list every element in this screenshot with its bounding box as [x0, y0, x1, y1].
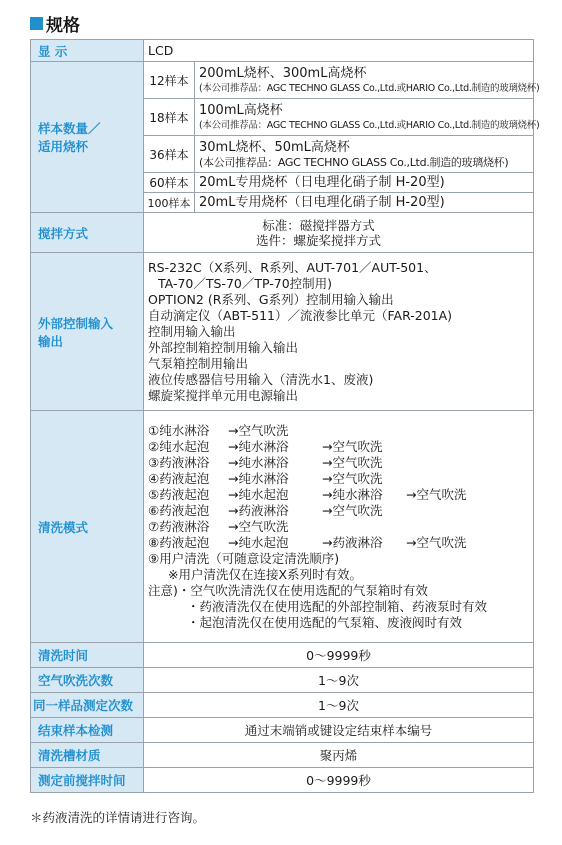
section-title: [30, 10, 80, 36]
row-pre-stir: [31, 768, 534, 793]
caution-note: 注意)・空气吹洗清洗仅在使用选配的气泵箱时有效: [148, 582, 428, 598]
wash-step: →空气吹洗: [406, 534, 467, 550]
wash-time-value: 0～9999秒: [144, 643, 534, 668]
sample-beaker: 30mL烧杯、50mL高烧杯 (本公司推荐品：AGC TECHNO GLASS Co.,Ltd.制造的玻璃烧杯): [195, 136, 534, 173]
row-external: [31, 253, 534, 411]
wash-step: →空气吹洗: [228, 422, 289, 438]
pre-stir-value: 0～9999秒: [144, 768, 534, 793]
row-air-blow: [31, 668, 534, 693]
same-sample-label: 同一样品测定次数: [31, 693, 144, 718]
air-blow-label: 空气吹洗次数: [31, 668, 144, 693]
sample-beaker: 200mL烧杯、300mL高烧杯 (本公司推荐品：AGC TECHNO GLASS Co.,Ltd.或HARIO Co.,Ltd.制造的玻璃烧杯): [195, 62, 534, 99]
wash-step: →药液淋浴: [322, 534, 383, 550]
wash-mode-item: [148, 503, 533, 519]
wash-step: →纯水淋浴: [228, 470, 289, 486]
wash-mode-item: [148, 535, 533, 551]
row-display: [31, 40, 534, 62]
external-value: RS-232C（X系列、R系列、AUT-701／AUT-501、 TA-70／TS-70／TP-70控制用) OPTION2 (R系列、G系列）控制用输入输出 自动滴定仪（ABT-511）／流液参比单元（FAR-201A) 控制用输入输出 外部控制箱控制用输入输出 气泵箱控制用输出 液位传感器信号用输入（清洗水1、废液) 螺旋桨搅拌单元用电源输出: [144, 253, 534, 411]
wash-step: ④药液起泡: [148, 470, 210, 486]
wash-mode-item: [148, 423, 533, 439]
title-square-icon: [30, 17, 43, 30]
page-title: 规格: [46, 15, 80, 36]
sample-count: 12样本: [144, 62, 195, 99]
wash-step: →空气吹洗: [228, 518, 289, 534]
sample-beaker: 100mL高烧杯 (本公司推荐品：AGC TECHNO GLASS Co.,Ltd.或HARIO Co.,Ltd.制造的玻璃烧杯): [195, 99, 534, 136]
wash-step: →空气吹洗: [322, 438, 383, 454]
wash-step: →纯水起泡: [228, 534, 289, 550]
caution-note: ・药液清洗仅在使用选配的外部控制箱、药液泵时有效: [187, 598, 488, 614]
sample-beaker: 20mL专用烧杯（日电理化硝子制 H-20型): [195, 193, 534, 213]
wash-mode-item: [148, 455, 533, 471]
wash-mode-item: [148, 439, 533, 455]
row-wash-mode: [31, 411, 534, 643]
wash-mode-item: [148, 471, 533, 487]
caution-note: ・起泡清洗仅在使用选配的气泵箱、废液阀时有效: [187, 614, 463, 630]
wash-step: ⑦药液淋浴: [148, 518, 210, 534]
sample-count: 36样本: [144, 136, 195, 173]
end-detect-value: 通过末端销或键设定结束样本编号: [144, 718, 534, 743]
footnote: ＊药液清洗的详情请进行咨询。: [30, 810, 206, 825]
wash-step: ②纯水起泡: [148, 438, 210, 454]
sample-beaker: 20mL专用烧杯（日电理化硝子制 H-20型): [195, 173, 534, 193]
row-wash-time: [31, 643, 534, 668]
wash-mode-list: [148, 423, 533, 551]
sample-count: 100样本: [144, 193, 195, 213]
wash-step: →药液淋浴: [228, 502, 289, 518]
wash-step: →空气吹洗: [406, 486, 467, 502]
user-wash: ⑨用户清洗（可随意设定清洗顺序): [148, 550, 340, 566]
wash-step: [322, 519, 406, 535]
wash-step: →纯水淋浴: [228, 454, 289, 470]
sample-count: 60样本: [144, 173, 195, 193]
samples-label: 样本数量／ 适用烧杯: [31, 62, 144, 213]
sample-count: 18样本: [144, 99, 195, 136]
display-label: 显 示: [31, 40, 144, 62]
wash-step: →纯水起泡: [228, 486, 289, 502]
wash-step: ⑥药液起泡: [148, 502, 210, 518]
wash-mode-item: [148, 487, 533, 503]
wash-time-label: 清洗时间: [31, 643, 144, 668]
wash-step: ⑧药液起泡: [148, 534, 210, 550]
tank-material-label: 清洗槽材质: [31, 743, 144, 768]
row-stirring: [31, 213, 534, 253]
spec-table: [30, 39, 540, 793]
row-tank-material: [31, 743, 534, 768]
user-wash-note: ※用户清洗仅在连接X系列时有效。: [168, 566, 363, 582]
row-samples-0: [31, 62, 534, 99]
wash-step: ⑤药液起泡: [148, 486, 210, 502]
wash-step: →空气吹洗: [322, 454, 383, 470]
wash-step: →纯水淋浴: [322, 486, 383, 502]
wash-step: →空气吹洗: [322, 502, 383, 518]
air-blow-value: 1～9次: [144, 668, 534, 693]
end-detect-label: 结束样本检测: [31, 718, 144, 743]
same-sample-value: 1～9次: [144, 693, 534, 718]
row-same-sample: [31, 693, 534, 718]
wash-step: →纯水淋浴: [228, 438, 289, 454]
pre-stir-label: 测定前搅拌时间: [31, 768, 144, 793]
stirring-value: 标准：磁搅拌器方式 选件：螺旋桨搅拌方式: [144, 213, 534, 253]
stirring-label: 搅拌方式: [31, 213, 144, 253]
wash-step: →空气吹洗: [322, 470, 383, 486]
wash-step: ③药液淋浴: [148, 454, 210, 470]
wash-step: [322, 423, 406, 439]
wash-mode-item: [148, 519, 533, 535]
wash-mode-value: [144, 411, 534, 643]
display-value: LCD: [144, 40, 534, 62]
wash-mode-label: 清洗模式: [31, 411, 144, 643]
tank-material-value: 聚丙烯: [144, 743, 534, 768]
row-end-detect: [31, 718, 534, 743]
external-label: 外部控制输入 输出: [31, 253, 144, 411]
wash-step: ①纯水淋浴: [148, 422, 210, 438]
